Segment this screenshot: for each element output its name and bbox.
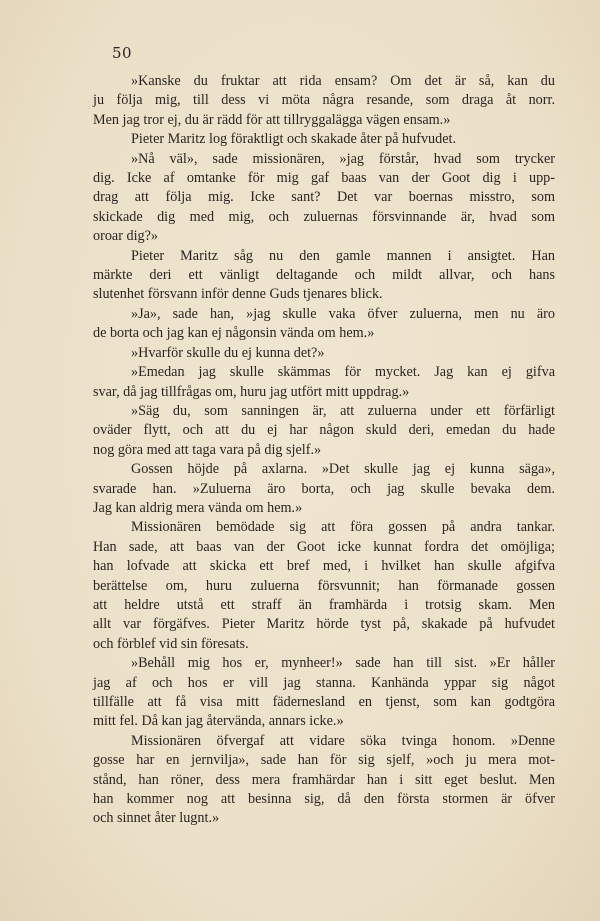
text-line: »Behåll mig hos er, mynheer!» sade han till sist. »Er håller (131, 655, 555, 672)
text-line: Gossen höjde på axlarna. »Det skulle jag ej kunna säga», (131, 461, 555, 478)
text-line: Pieter Maritz log föraktligt och skakade åter på hufvudet. (131, 131, 457, 148)
text-line: Missionären bemödade sig att föra gossen på andra tankar. (131, 519, 555, 536)
text-line: »Säg du, som sanningen är, att zuluerna under ett förfärligt (131, 402, 555, 419)
text-line: han lofvade att skicka ett bref med, i hvilket han skulle afgifva (93, 558, 555, 575)
text-line: jag af och hos er vill jag stanna. Kanhända yppar sig något (93, 674, 555, 691)
text-line: Men jag tror ej, du är rädd för att tillryggalägga vägen ensam.» (93, 111, 451, 128)
page-number: 50 (112, 44, 133, 62)
text-line: slutenhet försvann inför denne Guds tjenares blick. (93, 286, 383, 303)
text-line: drag att följa mig. Icke sant? Det var boernas misstro, som (93, 189, 555, 206)
text-line: ju följa mig, till dess vi möta några resande, som draga åt norr. (93, 92, 555, 109)
text-line: svarade han. »Zuluerna äro borta, och jag skulle bevaka dem. (93, 480, 555, 497)
text-line: och förblef vid sin föresats. (93, 635, 249, 652)
text-line: de borta och jag kan ej någonsin vända om hem.» (93, 325, 375, 342)
text-line: Han sade, att baas van der Goot icke kunnat fordra det omöjliga; (93, 538, 555, 555)
text-line: tillfälle att få visa mitt fädernesland en tjenst, som kan godtgöra (93, 694, 555, 710)
text-line: »Kanske du fruktar att rida ensam? Om det är så, kan du (131, 73, 555, 89)
text-line: och sinnet åter lugnt.» (93, 810, 220, 827)
text-line: gosse har en jernvilja», sade han för sig sjelf, »och ju mera mot- (93, 752, 555, 769)
text-line: skickade dig med mig, och zuluernas försvinnande är, hvad som (93, 208, 555, 225)
text-line: han kommer nog att besinna sig, då den första stormen är öfver (93, 791, 555, 808)
text-line: oväder flytt, och att du ej har någon skuld deri, emedan du hade (93, 422, 555, 439)
text-line: nog göra med att taga vara på dig sjelf.» (93, 441, 322, 458)
text-line: Pieter Maritz såg nu den gamle mannen i ansigtet. Han (131, 247, 555, 264)
text-line: dig. Icke af omtanke för mig gaf baas van der Goot dig i upp- (93, 170, 555, 187)
text-line: allt var förgäfves. Pieter Maritz hörde tyst på, skakade på hufvudet (93, 616, 555, 633)
text-line: mitt fel. Då kan jag återvända, annars icke.» (93, 713, 344, 730)
text-line: »Ja», sade han, »jag skulle vaka öfver zuluerna, men nu äro (131, 305, 555, 322)
text-line: märkte deri ett vänligt deltagande och mildt allvar, och hans (93, 267, 555, 284)
text-line: svar, då jag tillfrågas om, huru jag utfört mitt uppdrag.» (93, 383, 410, 400)
text-line: Jag kan aldrig mera vända om hem.» (93, 499, 303, 516)
body-text (93, 72, 555, 829)
text-line: stånd, han röner, dess mera framhärdar han i sitt eget beslut. Men (93, 771, 555, 788)
text-line: »Nå väl», sade missionären, »jag förstår, hvad som trycker (131, 150, 555, 167)
text-line: Missionären öfvergaf att vidare söka tvinga honom. »Denne (131, 732, 555, 749)
text-line: oroar dig?» (93, 228, 159, 245)
text-line: »Hvarför skulle du ej kunna det?» (131, 344, 325, 361)
text-line: berättelse om, huru zuluerna försvunnit; han förmanade gossen (93, 577, 555, 594)
text-line: att heldre utstå ett straff än framhärda i trotsig skam. Men (93, 596, 555, 613)
text-line: »Emedan jag skulle skämmas för mycket. Jag kan ej gifva (131, 364, 555, 381)
